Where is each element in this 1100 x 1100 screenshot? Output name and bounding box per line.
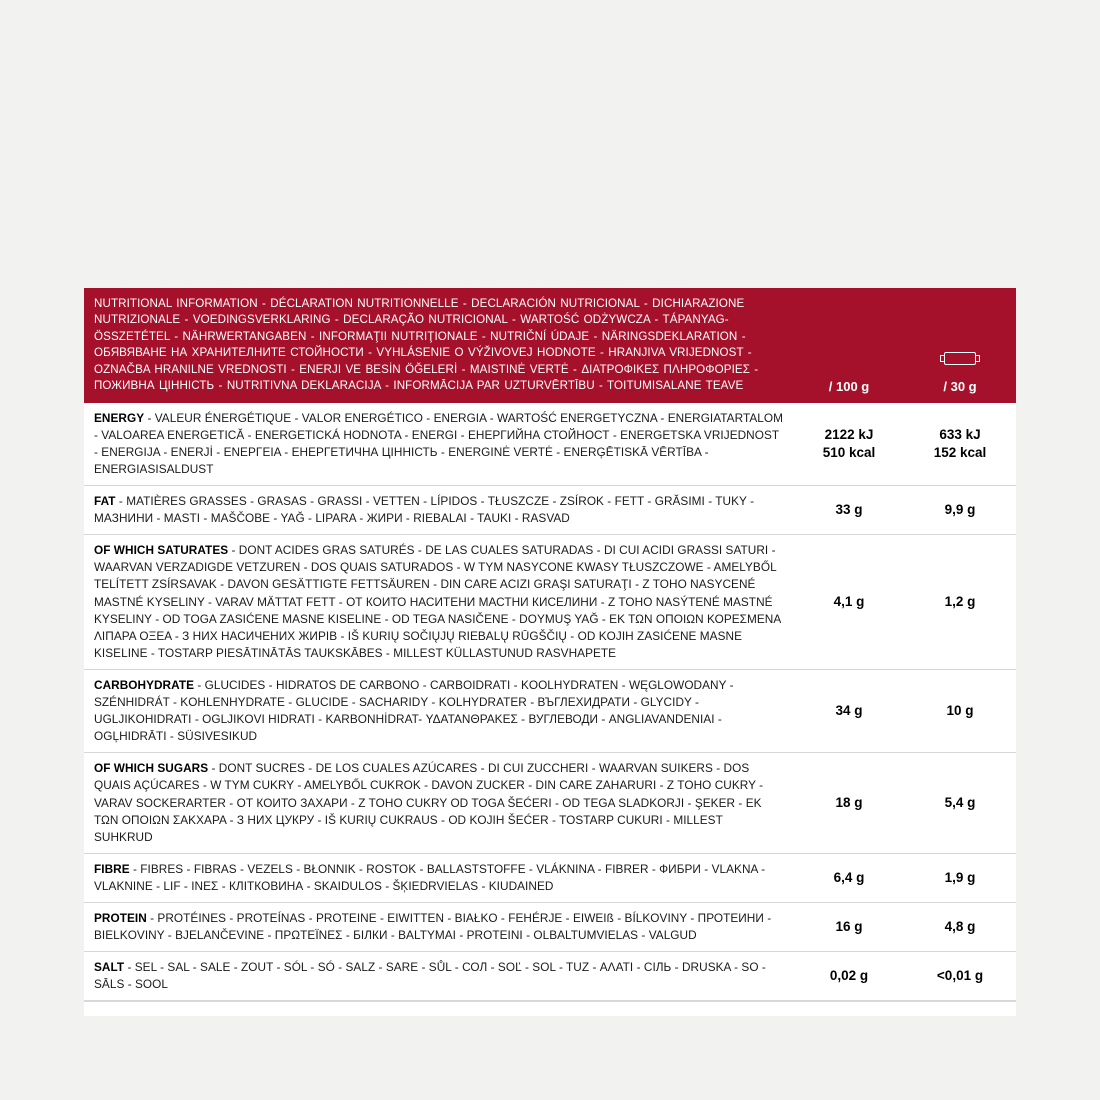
- row-value-100g: 0,02 g: [829, 968, 869, 984]
- row-label-of-which-saturates: [84, 535, 794, 669]
- row-value-30g: [904, 403, 1016, 485]
- row-value-30g: 4,8 g: [944, 918, 976, 934]
- row-value-100g: 34 g: [835, 703, 863, 719]
- value-line-1: 633 kJ: [939, 426, 981, 442]
- row-bold-label: FIBRE: [94, 861, 130, 876]
- header-col-30g: [904, 288, 1016, 403]
- row-label-protein: [84, 903, 794, 951]
- table-row: [84, 952, 1016, 1001]
- header-languages-text: NUTRITIONAL INFORMATION - DÉCLARATION NUTRITIONNELLE - DECLARACIÓN NUTRICIONAL - DICHIARAZIONE NUTRIZIONALE - VOEDINGSVERKLARING - DECLARAÇÃO NUTRICIONAL - WARTOŚĆ ODŻYWCZA - TÁPANYAG-ÖSSZETÉTEL - NÄHRWERTANGABEN - INFORMAŢII NUTRIŢIONALE - NUTRIČNÍ ÚDAJE - NÄRINGSDEKLARATION - ОБЯВЯВАНЕ НА ХРАНИТЕЛНИТЕ СТОЙНОСТИ - VYHLÁSENIE O VÝŽIVOVEJ HODNOTE - HRANJIVA VRIJEDNOST - OZNAČBA HRANILNE VREDNOSTI - ENERJI VE BESİN ÖĞELERİ - MAISTINĖ VERTĖ - ΔΙΑΤΡΟΦΙΚΕΣ ΠΛΗΡΟΦΟΡΙΕΣ - ПОЖИВНА ЦІННІСТЬ - NUTRITIVNA DEKLARACIJA - INFORMĀCIJA PAR UZTURVĒRTĪBU - TOITUMISALANE TEAVE: [94, 297, 759, 393]
- row-value-30g: 9,9 g: [944, 502, 976, 518]
- row-translations: - SEL - SAL - SALE - ZOUT - SÓL - SÓ - SALZ - SARE - SŮL - СОЛ - SOĽ - SOL - TUZ - ΑΛΑΤΙ - СІЛЬ - DRUSKA - SO - SĀLS - SOOL: [94, 960, 766, 992]
- header-col-30g-label: / 30 g: [943, 378, 977, 394]
- row-bold-label: CARBOHYDRATE: [94, 677, 194, 692]
- value-line-1: 2122 kJ: [824, 426, 874, 442]
- table-header: [84, 288, 1016, 403]
- row-value-100g: 33 g: [835, 502, 863, 518]
- table-row: [84, 535, 1016, 670]
- value-line-2: 510 kcal: [822, 444, 876, 460]
- row-value-100g: 16 g: [835, 918, 863, 934]
- row-label-carbohydrate: [84, 670, 794, 752]
- row-translations: - GLUCIDES - HIDRATOS DE CARBONO - CARBOIDRATI - KOOLHYDRATEN - WĘGLOWODANY - SZÉNHIDRÁT - KOHLENHYDRATE - GLUCIDE - SACHARIDY - KOLHYDRATER - ВЪГЛЕХИДРАТИ - GLYCIDY - UGLJIKOHIDRATI - OGLJIKOVI HIDRATI - KARBONHİDRAT- ΥΔΑΤΑΝΘΡΑΚΕΣ - ВУГЛЕВОДИ - ANGLIAVANDENIAI - OGĻHIDRĀTI - SÜSIVESIKUD: [94, 677, 734, 744]
- row-translations: - MATIÈRES GRASSES - GRASAS - GRASSI - VETTEN - LÍPIDOS - TŁUSZCZE - ZSÍROK - FETT - GRĂSIMI - TUKY - MAЗНИНИ - MASTI - MAŠČOBE - YAĞ - LIPARA - ЖИРИ - RIEBALAI - TAUKI - RASVAD: [94, 494, 755, 526]
- table-row: [84, 486, 1016, 535]
- row-bold-label: OF WHICH SATURATES: [94, 543, 229, 558]
- row-bold-label: ENERGY: [94, 410, 145, 425]
- energy-bar-icon: [940, 352, 980, 365]
- row-value-30g: 1,2 g: [944, 594, 976, 609]
- table-row: [84, 753, 1016, 853]
- row-bold-label: FAT: [94, 494, 116, 509]
- row-value-100g: 18 g: [835, 794, 863, 810]
- row-bold-label: SALT: [94, 960, 125, 975]
- table-row: [84, 903, 1016, 952]
- row-value-100g: [794, 403, 904, 485]
- row-translations: - DONT ACIDES GRAS SATURÉS - DE LAS CUALES SATURADAS - DI CUI ACIDI GRASSI SATURI - WAARVAN VERZADIGDE VETZUREN - DOS QUAIS SATURADOS - W TYM NASYCONE KWASY TŁUSZCZOWE - AMELYBŐL TELÍTETT ZSÍRSAVAK - DAVON GESÄTTIGTE FETTSÄUREN - DIN CARE ACIZI GRAŞI SATURAŢI - Z TOHO NASYCENÉ MASTNÉ KYSELINY - VARAV MÄTTAT FETT - ОТ КОИТО НАСИТЕНИ МАСТНИ КИСЕЛИНИ - Z TOHO NASÝTENÉ MASTNÉ KYSELINY - OD TOGA ZASIĆENE MASNE KISELINE - OD TEGA NASIČENE - DOYMUŞ YAĞ - ΕΚ ΤΩΝ ΟΠΟΙΩΝ ΚΟΡΕΣΜΕΝΑ ΛΙΠΑΡΑ ΟΞΕΑ - З НИХ НАСИЧЕНИХ ЖИРІВ - IŠ KURIŲ SOČIŲJŲ RIEBALŲ RŪGŠČIŲ - OD KOJIH ZASIĆENE MASNE KISELINE - TOSTARP PIESĀTINĀTĀS TAUKSKĀBES - MILLEST KÜLLASTUNUD RASVHAPETE: [94, 543, 781, 660]
- row-bold-label: OF WHICH SUGARS: [94, 761, 209, 776]
- row-value-30g: 1,9 g: [944, 869, 976, 885]
- table-row: [84, 670, 1016, 753]
- nutrition-table: [84, 288, 1016, 1016]
- row-translations: - DONT SUCRES - DE LOS CUALES AZÚCARES - DI CUI ZUCCHERI - WAARVAN SUIKERS - DOS QUAIS AÇÚCARES - W TYM CUKRY - AMELYBŐL CUKROK - DAVON ZUCKER - DIN CARE ZAHARURI - Z TOHO CUKRY - VARAV SOCKERARTER - ОТ КОИТО ЗАХАРИ - Z TOHO CUKRY OD TOGA ŠEĆERI - OD TEGA SLADKORJI - ŞEKER - ΕΚ ΤΩΝ ΟΠΟΙΩΝ ΣΑΚΧΑΡΑ - З НИХ ЦУКРУ - IŠ KURIŲ CUKRAUS - OD KOJIH ŠEĆER - TOSTARP CUKURI - MILLEST SUHKRUD: [94, 761, 764, 844]
- table-footer-strip: [84, 1001, 1016, 1016]
- row-label-fibre: [84, 854, 794, 902]
- row-value-30g: 5,4 g: [944, 794, 976, 810]
- row-translations: - FIBRES - FIBRAS - VEZELS - BŁONNIK - ROSTOK - BALLASTSTOFFE - VLÁKNINA - FIBRER - ФИБРИ - VLAKNA - VLAKNINE - LIF - ΙΝΕΣ - КЛІТКОВИНА - SKAIDULOS - ŠĶIEDRVIELAS - KIUDAINED: [94, 861, 766, 893]
- row-value-100g: 4,1 g: [833, 594, 865, 609]
- row-label-fat: [84, 486, 794, 534]
- row-translations: - VALEUR ÉNERGÉTIQUE - VALOR ENERGÉTICO - ENERGIA - WARTOŚĆ ENERGETYCZNA - ENERGIATARTALOM - VALOAREA ENERGETICĂ - ENERGETICKÁ HODNOTA - ENERGI - ЕНЕРГИЙНА СТОЙНОСТ - ENERGETSKA VRIJEDNOST - ENERGIJA - ENERJİ - ΕΝΕΡΓΕΙΑ - ЕНЕРГЕТИЧНА ЦІННІСТЬ - ENERGINĖ VERTĖ - ENERĢĒTISKĀ VĒRTĪBA - ENERGIASISALDUST: [94, 410, 783, 476]
- row-label-salt: [84, 952, 794, 1000]
- row-bold-label: PROTEIN: [94, 910, 147, 925]
- row-value-100g: 6,4 g: [833, 869, 865, 885]
- row-value-30g: 10 g: [946, 703, 974, 719]
- header-col-100g: [794, 288, 904, 403]
- header-col-100g-label: / 100 g: [828, 378, 870, 394]
- table-row: [84, 403, 1016, 486]
- row-label-of-which-sugars: [84, 753, 794, 852]
- row-translations: - PROTÉINES - PROTEÍNAS - PROTEINE - EIWITTEN - BIAŁKO - FEHÉRJE - EIWEIß - BÍLKOVINY - ПРОТЕИНИ - BIELKOVINY - BJELANČEVINE - ΠΡΩΤΕΪΝΕΣ - БІЛКИ - BALTYMAI - PROTEINI - OLBALTUMVIELAS - VALGUD: [94, 910, 772, 943]
- value-line-2: 152 kcal: [933, 444, 987, 460]
- table-row: [84, 854, 1016, 903]
- row-label-energy: [84, 403, 794, 485]
- row-value-30g: <0,01 g: [936, 968, 984, 984]
